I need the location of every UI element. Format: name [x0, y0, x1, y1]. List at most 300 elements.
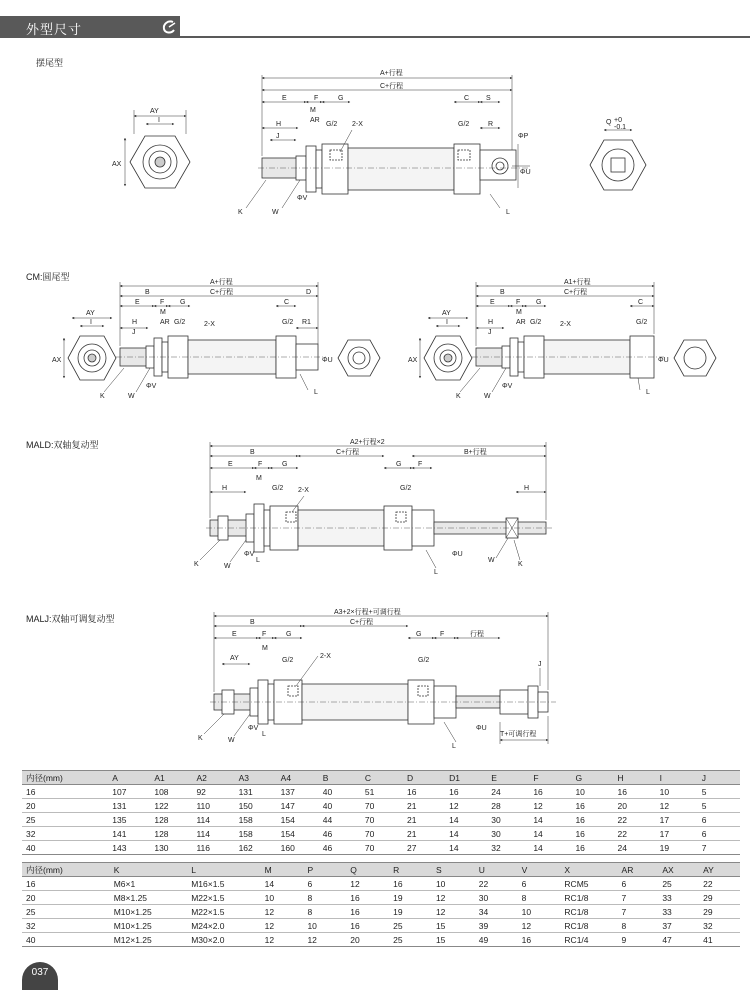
table-1-header-cell: D1	[445, 771, 487, 785]
table-2-cell: M24×2.0	[187, 919, 260, 933]
dimension-table-2	[22, 862, 740, 947]
malj-dim-f-right: F	[440, 631, 445, 638]
cm-right-rear-view	[674, 340, 716, 376]
table-2-cell: M12×1.25	[110, 933, 188, 947]
drawing-cm-right	[408, 277, 716, 400]
table-row	[22, 919, 740, 933]
table-1-cell: 10	[656, 785, 698, 799]
table-2-cell: 22	[699, 877, 740, 891]
table-1-cell: 46	[319, 827, 361, 841]
dim-r: R	[488, 121, 494, 128]
table-2-cell: 8	[618, 919, 659, 933]
cm2-dim-g: G	[536, 299, 542, 306]
table-1-header-cell: C	[361, 771, 403, 785]
table-1-header-cell: I	[656, 771, 698, 785]
table-2-header-cell: K	[110, 863, 188, 877]
table-1-cell: 25	[22, 813, 108, 827]
table-2-cell: 19	[389, 891, 432, 905]
dim-phi-v: ΦV	[297, 195, 308, 202]
table-1-cell: 14	[445, 813, 487, 827]
table-row	[22, 799, 740, 813]
table-1-cell: 70	[361, 827, 403, 841]
malj-dim-ay: AY	[230, 655, 239, 662]
dim-h: H	[276, 121, 282, 128]
cm1-dim-ax: AX	[52, 357, 62, 364]
mald-dim-f: F	[258, 461, 263, 468]
table-1-cell: 17	[656, 827, 698, 841]
cm1-dim-c2: C	[284, 299, 290, 306]
table-1-cell: 135	[108, 813, 150, 827]
table-2-cell: 7	[618, 905, 659, 919]
table-row	[22, 877, 740, 891]
table-1-cell: 128	[150, 827, 192, 841]
table-2-cell: 25	[389, 933, 432, 947]
cm2-dim-ax: AX	[408, 357, 418, 364]
table-2-cell: 30	[475, 891, 518, 905]
table-row	[22, 841, 740, 855]
table-1-cell: 30	[487, 813, 529, 827]
table-1-cell: 14	[529, 813, 571, 827]
table-1-cell: 28	[487, 799, 529, 813]
cm2-dim-j: J	[488, 329, 492, 336]
section-label-malj: MALJ:双轴可调复动型	[26, 614, 115, 624]
table-2-cell: 47	[658, 933, 699, 947]
mald-dim-k: K	[194, 561, 199, 568]
cm2-dim-f: F	[516, 299, 521, 306]
dim-j: J	[276, 133, 280, 140]
cm1-dim-g2-left: G/2	[174, 319, 186, 326]
dim-s: S	[486, 95, 491, 102]
cm2-dim-g2-left: G/2	[530, 319, 542, 326]
mald-dim-phi-v: ΦV	[244, 551, 255, 558]
table-2-cell: M22×1.5	[187, 905, 260, 919]
table-2-cell: 32	[699, 919, 740, 933]
dim-l: L	[506, 209, 510, 216]
dim-m: M	[310, 107, 316, 114]
table-1-cell: 114	[192, 827, 234, 841]
table-2-cell: 10	[303, 919, 346, 933]
table-1-header-cell: F	[529, 771, 571, 785]
table-2-cell: 12	[518, 919, 561, 933]
table-1-cell: 7	[698, 841, 740, 855]
cm2-dim-l: L	[646, 389, 650, 396]
cm-left-side-view	[116, 336, 326, 378]
table-1-cell: 32	[487, 841, 529, 855]
table-1-header-cell: A	[108, 771, 150, 785]
cm1-dim-m: M	[160, 309, 166, 316]
table-1-cell: 40	[319, 785, 361, 799]
table-1-cell: 16	[22, 785, 108, 799]
table-2-cell: 8	[303, 905, 346, 919]
table-1-cell: 107	[108, 785, 150, 799]
table-2-cell: M22×1.5	[187, 891, 260, 905]
cm1-dim-2x: 2-X	[204, 321, 215, 328]
table-1-header-cell: E	[487, 771, 529, 785]
table-1-cell: 16	[571, 799, 613, 813]
table-1-cell: 51	[361, 785, 403, 799]
table-1-cell: 116	[192, 841, 234, 855]
cm-left-front-view	[64, 318, 116, 380]
malj-dim-g2-right: G/2	[418, 657, 430, 664]
table-2-cell: 12	[432, 891, 475, 905]
table-2-cell: 29	[699, 905, 740, 919]
table-2-cell: 29	[699, 891, 740, 905]
table-1-cell: 141	[108, 827, 150, 841]
table-2-cell: 9	[618, 933, 659, 947]
table-2-cell: 16	[346, 905, 389, 919]
table-1-cell: 20	[614, 799, 656, 813]
table-1-cell: 158	[235, 827, 277, 841]
table-2-cell: 6	[518, 877, 561, 891]
cm2-dim-e: E	[490, 299, 495, 306]
table-2-header-cell: AY	[699, 863, 740, 877]
table-2-header-cell: X	[560, 863, 617, 877]
table-2-cell: 22	[475, 877, 518, 891]
dimension-table-1	[22, 770, 740, 855]
table-1-cell: 147	[277, 799, 319, 813]
mald-dim-h: H	[222, 485, 228, 492]
table-2-cell: 39	[475, 919, 518, 933]
cm2-dim-2x: 2-X	[560, 321, 571, 328]
table-2-header-cell: R	[389, 863, 432, 877]
table-1-cell: 6	[698, 813, 740, 827]
malj-dim-j: J	[538, 661, 542, 668]
mald-dim-c: C+行程	[336, 449, 360, 456]
table-2-header-cell: AR	[618, 863, 659, 877]
cm2-dim-ay: AY	[442, 310, 451, 317]
table-2-cell: RC1/8	[560, 891, 617, 905]
mald-dim-g2-right: G/2	[400, 485, 412, 492]
cm2-dim-h: H	[488, 319, 494, 326]
header-title: 外型尺寸	[26, 22, 83, 37]
table-2-cell: M16×1.5	[187, 877, 260, 891]
cm1-dim-d: D	[306, 289, 312, 296]
dim-f: F	[314, 95, 319, 102]
table-1-cell: 24	[487, 785, 529, 799]
mald-dim-w-right: W	[488, 557, 495, 564]
cm-left-rear-view	[338, 340, 380, 376]
table-2-cell: 12	[303, 933, 346, 947]
dim-k: K	[238, 209, 243, 216]
dim-i: I	[158, 117, 160, 124]
table-1-cell: 19	[656, 841, 698, 855]
dim-a-stroke: A+行程	[380, 70, 403, 77]
table-2-cell: 8	[303, 891, 346, 905]
table-row	[22, 813, 740, 827]
dim-w: W	[272, 209, 279, 216]
cm1-dim-j: J	[132, 329, 136, 336]
cm2-dim-k: K	[456, 393, 461, 400]
table-1-header-cell: G	[571, 771, 613, 785]
table-2-cell: 25	[658, 877, 699, 891]
table-1-cell: 108	[150, 785, 192, 799]
cm2-dim-ar: AR	[516, 319, 526, 326]
table-1-cell: 14	[529, 827, 571, 841]
dim-phi-u: ΦU	[520, 169, 531, 176]
cm1-dim-phi-u: ΦU	[322, 357, 333, 364]
malj-dim-g-right: G	[416, 631, 422, 638]
table-row	[22, 905, 740, 919]
cm2-dim-c: C+行程	[564, 289, 588, 296]
table-2-cell: 25	[389, 919, 432, 933]
mald-dim-m: M	[256, 475, 262, 482]
table-2-cell: 20	[22, 891, 110, 905]
table-1-cell: 46	[319, 841, 361, 855]
dim-q-tol-top: +0	[614, 117, 622, 124]
table-2-cell: 16	[346, 919, 389, 933]
malj-dim-2x: 2-X	[320, 653, 331, 660]
table-1-header-row	[22, 771, 740, 785]
table-1-cell: 6	[698, 827, 740, 841]
table-2-cell: RCM5	[560, 877, 617, 891]
table-2-header-cell: AX	[658, 863, 699, 877]
table-1-header-cell: A2	[192, 771, 234, 785]
table-1-cell: 16	[571, 827, 613, 841]
table-2-cell: 12	[432, 905, 475, 919]
dim-2x: 2-X	[352, 121, 363, 128]
table-1-cell: 24	[614, 841, 656, 855]
table-2-cell: 7	[618, 891, 659, 905]
table-1-cell: 131	[108, 799, 150, 813]
table-2-cell: M10×1.25	[110, 919, 188, 933]
dim-ay: AY	[150, 108, 159, 115]
cm1-dim-r1: R1	[302, 319, 311, 326]
table-1-cell: 40	[319, 799, 361, 813]
cm2-dim-g2-right: G/2	[636, 319, 648, 326]
dim-q-tol-bottom: -0.1	[614, 124, 627, 131]
table-1-cell: 14	[445, 841, 487, 855]
malj-dim-k: K	[198, 735, 203, 742]
table-1-cell: 158	[235, 813, 277, 827]
dim-ax: AX	[112, 161, 122, 168]
dim-c: C	[464, 95, 470, 102]
table-2-cell: 20	[346, 933, 389, 947]
table-2-cell: 14	[261, 877, 304, 891]
dim-g: G	[338, 95, 344, 102]
mald-dim-f-right: F	[418, 461, 423, 468]
mald-dim-2x: 2-X	[298, 487, 309, 494]
cm1-dim-ar: AR	[160, 319, 170, 326]
dim-phi-p: ΦP	[518, 133, 529, 140]
malj-dim-a3: A3+2×行程+可调行程	[334, 609, 401, 616]
table-2-cell: 10	[518, 905, 561, 919]
table-1-cell: 70	[361, 799, 403, 813]
mald-dim-k-right: K	[518, 561, 523, 568]
table-2-cell: 12	[261, 933, 304, 947]
table-2-cell: M6×1	[110, 877, 188, 891]
dim-g2-right: G/2	[458, 121, 470, 128]
cm1-dim-f: F	[160, 299, 165, 306]
table-1-cell: 128	[150, 813, 192, 827]
table-2-cell: 15	[432, 933, 475, 947]
table-1-header-cell: A1	[150, 771, 192, 785]
table-2-header-cell: L	[187, 863, 260, 877]
table-2-cell: RC1/8	[560, 905, 617, 919]
dim-g2-left: G/2	[326, 121, 338, 128]
table-1-cell: 27	[403, 841, 445, 855]
table-1-cell: 22	[614, 827, 656, 841]
table-1-header-cell: 内径(mm)	[22, 771, 108, 785]
table-1-cell: 16	[571, 813, 613, 827]
table-1-cell: 14	[529, 841, 571, 855]
cm2-dim-a1: A1+行程	[564, 279, 591, 286]
cm2-dim-b: B	[500, 289, 505, 296]
table-1-cell: 110	[192, 799, 234, 813]
cm1-dim-i: I	[90, 319, 92, 326]
table-1-cell: 154	[277, 813, 319, 827]
mald-dim-a2: A2+行程×2	[350, 439, 385, 446]
malj-dim-b: B	[250, 619, 255, 626]
mald-side-view	[206, 504, 552, 552]
cm-right-front-view	[420, 318, 472, 380]
table-1-cell: 21	[403, 827, 445, 841]
malj-dim-stroke: 行程	[470, 631, 484, 638]
mald-dim-l-right: L	[434, 569, 438, 576]
table-2-header-cell: M	[261, 863, 304, 877]
table-1-cell: 12	[529, 799, 571, 813]
table-2-cell: 6	[618, 877, 659, 891]
table-1-cell: 92	[192, 785, 234, 799]
table-1-cell: 21	[403, 799, 445, 813]
malj-dim-phi-u: ΦU	[476, 725, 487, 732]
cm1-dim-g: G	[180, 299, 186, 306]
table-1-cell: 44	[319, 813, 361, 827]
mald-dim-b: B	[250, 449, 255, 456]
malj-dim-f: F	[262, 631, 267, 638]
table-1-cell: 16	[614, 785, 656, 799]
malj-dim-m: M	[262, 645, 268, 652]
cm1-dim-ay: AY	[86, 310, 95, 317]
page-number: 037	[22, 962, 58, 990]
malj-dim-g2-left: G/2	[282, 657, 294, 664]
table-1-header-cell: D	[403, 771, 445, 785]
table-2-cell: 37	[658, 919, 699, 933]
table-2-cell: 15	[432, 919, 475, 933]
table-row	[22, 785, 740, 799]
table-1-header-cell: B	[319, 771, 361, 785]
table-2-cell: 8	[518, 891, 561, 905]
mald-dim-h-right: H	[524, 485, 530, 492]
drawing-cm-left	[52, 277, 380, 400]
table-1-cell: 30	[487, 827, 529, 841]
malj-dim-l: L	[262, 731, 266, 738]
mald-dim-g: G	[282, 461, 288, 468]
malj-dim-e: E	[232, 631, 237, 638]
cm1-dim-a: A+行程	[210, 279, 233, 286]
table-1-cell: 5	[698, 799, 740, 813]
table-2-cell: RC1/8	[560, 919, 617, 933]
cm1-dim-l: L	[314, 389, 318, 396]
table-2-header-cell: Q	[346, 863, 389, 877]
table-2-cell: 34	[475, 905, 518, 919]
dim-c-stroke: C+行程	[380, 83, 404, 90]
cm2-dim-phi-u: ΦU	[658, 357, 669, 364]
dim-e: E	[282, 95, 287, 102]
section-label-cm: CM:圆尾型	[26, 272, 70, 282]
table-2-cell: 10	[261, 891, 304, 905]
table-1-cell: 21	[403, 813, 445, 827]
table-2-cell: 32	[22, 919, 110, 933]
table-2-cell: M30×2.0	[187, 933, 260, 947]
malj-dim-phi-v: ΦV	[248, 725, 259, 732]
malj-dim-w: W	[228, 737, 235, 744]
table-1-cell: 5	[698, 785, 740, 799]
table-1-header-cell: H	[614, 771, 656, 785]
table-row	[22, 891, 740, 905]
cm1-dim-k: K	[100, 393, 105, 400]
table-1-cell: 17	[656, 813, 698, 827]
table-2-cell: 33	[658, 905, 699, 919]
cm2-dim-i: I	[446, 319, 448, 326]
table-1-cell: 16	[529, 785, 571, 799]
table-1-cell: 16	[571, 841, 613, 855]
mald-dim-phi-u: ΦU	[452, 551, 463, 558]
malj-dim-l-right: L	[452, 743, 456, 750]
table-2-header-row	[22, 863, 740, 877]
cm1-dim-c: C+行程	[210, 289, 234, 296]
table-2-cell: 40	[22, 933, 110, 947]
malj-side-view	[210, 680, 556, 724]
table-2-cell: 25	[22, 905, 110, 919]
mald-dim-l: L	[256, 557, 260, 564]
table-2-header-cell: S	[432, 863, 475, 877]
table-2-cell: 12	[261, 919, 304, 933]
cm2-dim-c2: C	[638, 299, 644, 306]
table-2-header-cell: V	[518, 863, 561, 877]
table-row	[22, 827, 740, 841]
table-1-cell: 162	[235, 841, 277, 855]
table-2-header-cell: 内径(mm)	[22, 863, 110, 877]
cm2-dim-w: W	[484, 393, 491, 400]
cm1-dim-w: W	[128, 393, 135, 400]
cm1-dim-e: E	[135, 299, 140, 306]
table-1-cell: 16	[445, 785, 487, 799]
malj-dim-c: C+行程	[350, 619, 374, 626]
swing-side-view	[258, 144, 530, 194]
cm2-dim-m: M	[516, 309, 522, 316]
table-1-cell: 130	[150, 841, 192, 855]
table-1-cell: 32	[22, 827, 108, 841]
mald-dim-e: E	[228, 461, 233, 468]
cm2-dim-phi-v: ΦV	[502, 383, 513, 390]
table-1-cell: 20	[22, 799, 108, 813]
table-2-cell: 19	[389, 905, 432, 919]
table-1-header-cell: A3	[235, 771, 277, 785]
table-1-cell: 16	[403, 785, 445, 799]
cm1-dim-b: B	[145, 289, 150, 296]
table-1-cell: 10	[571, 785, 613, 799]
section-label-swing: 摆尾型	[36, 58, 64, 68]
dim-ar: AR	[310, 117, 320, 124]
table-1-cell: 122	[150, 799, 192, 813]
dim-q: Q	[606, 119, 612, 126]
table-2-cell: 49	[475, 933, 518, 947]
cm1-dim-h: H	[132, 319, 138, 326]
table-2-cell: M10×1.25	[110, 905, 188, 919]
table-1-cell: 70	[361, 813, 403, 827]
table-2-header-cell: U	[475, 863, 518, 877]
table-2-cell: 41	[699, 933, 740, 947]
cm1-dim-phi-v: ΦV	[146, 383, 157, 390]
table-2-cell: RC1/4	[560, 933, 617, 947]
table-2-cell: 16	[389, 877, 432, 891]
table-2-cell: 16	[346, 891, 389, 905]
table-1-cell: 14	[445, 827, 487, 841]
mald-dim-w: W	[224, 563, 231, 570]
table-row	[22, 933, 740, 947]
table-2-header-cell: P	[303, 863, 346, 877]
drawing-malj	[198, 607, 556, 750]
